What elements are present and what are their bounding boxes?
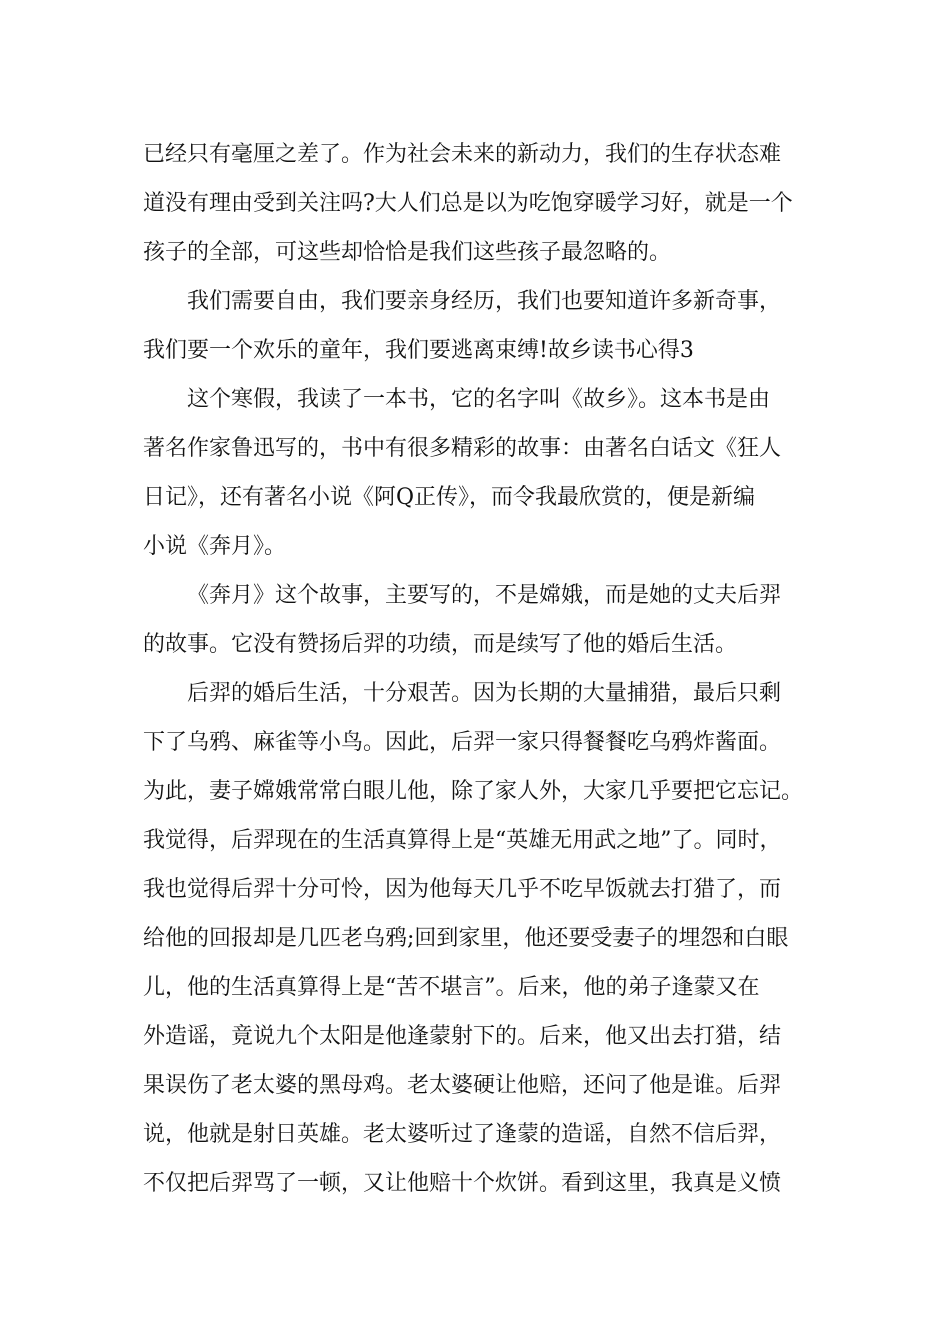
text-line: 孩子的全部，可这些却恰恰是我们这些孩子最忽略的。 [143, 240, 672, 265]
document-body [143, 130, 833, 1208]
text-line: 为此，妻子嫦娥常常白眼儿他，除了家人外，大家几乎要把它忘记。 [143, 779, 804, 804]
text-line: 给他的回报却是几匹老乌鸦;回到家里，他还要受妻子的埋怨和白眼 [143, 926, 789, 951]
text-line: 日记》，还有著名小说《阿Q正传》，而令我最欣赏的，便是新编 [143, 485, 756, 510]
text-line: 不仅把后羿骂了一顿，又让他赔十个炊饼。看到这里，我真是义愤 [143, 1171, 782, 1196]
text-line: 我也觉得后羿十分可怜，因为他每天几乎不吃早饭就去打猎了，而 [143, 877, 782, 902]
text-line: 这个寒假，我读了一本书，它的名字叫《故乡》。这本书是由 [187, 387, 771, 412]
text-line: 后羿的婚后生活，十分艰苦。因为长期的大量捕猎，最后只剩 [187, 681, 782, 706]
text-line: 外造谣，竟说九个太阳是他逢蒙射下的。后来，他又出去打猎，结 [143, 1024, 782, 1049]
text-line: 道没有理由受到关注吗?大人们总是以为吃饱穿暖学习好，就是一个 [143, 191, 793, 216]
text-line: 下了乌鸦、麻雀等小鸟。因此，后羿一家只得餐餐吃乌鸦炸酱面。 [143, 730, 782, 755]
text-line: 著名作家鲁迅写的，书中有很多精彩的故事：由著名白话文《狂人 [143, 436, 782, 461]
text-line: 果误伤了老太婆的黑母鸡。老太婆硬让他赔，还问了他是谁。后羿 [143, 1073, 782, 1098]
text-line: 的故事。它没有赞扬后羿的功绩，而是续写了他的婚后生活。 [143, 632, 738, 657]
text-line: 我们需要自由，我们要亲身经历，我们也要知道许多新奇事， [187, 289, 782, 314]
text-line: 儿，他的生活真算得上是“苦不堪言”。后来，他的弟子逢蒙又在 [143, 975, 760, 1000]
text-line: 说，他就是射日英雄。老太婆听过了逢蒙的造谣，自然不信后羿， [143, 1122, 782, 1147]
text-line: 已经只有毫厘之差了。作为社会未来的新动力，我们的生存状态难 [143, 142, 782, 167]
text-line: 我觉得，后羿现在的生活真算得上是“英雄无用武之地”了。同时， [143, 828, 782, 853]
text-line: 《奔月》这个故事，主要写的，不是嫦娥，而是她的丈夫后羿 [187, 583, 782, 608]
text-line: 我们要一个欢乐的童年，我们要逃离束缚!故乡读书心得3 [143, 338, 694, 363]
text-line: 小说《奔月》。 [143, 534, 287, 559]
